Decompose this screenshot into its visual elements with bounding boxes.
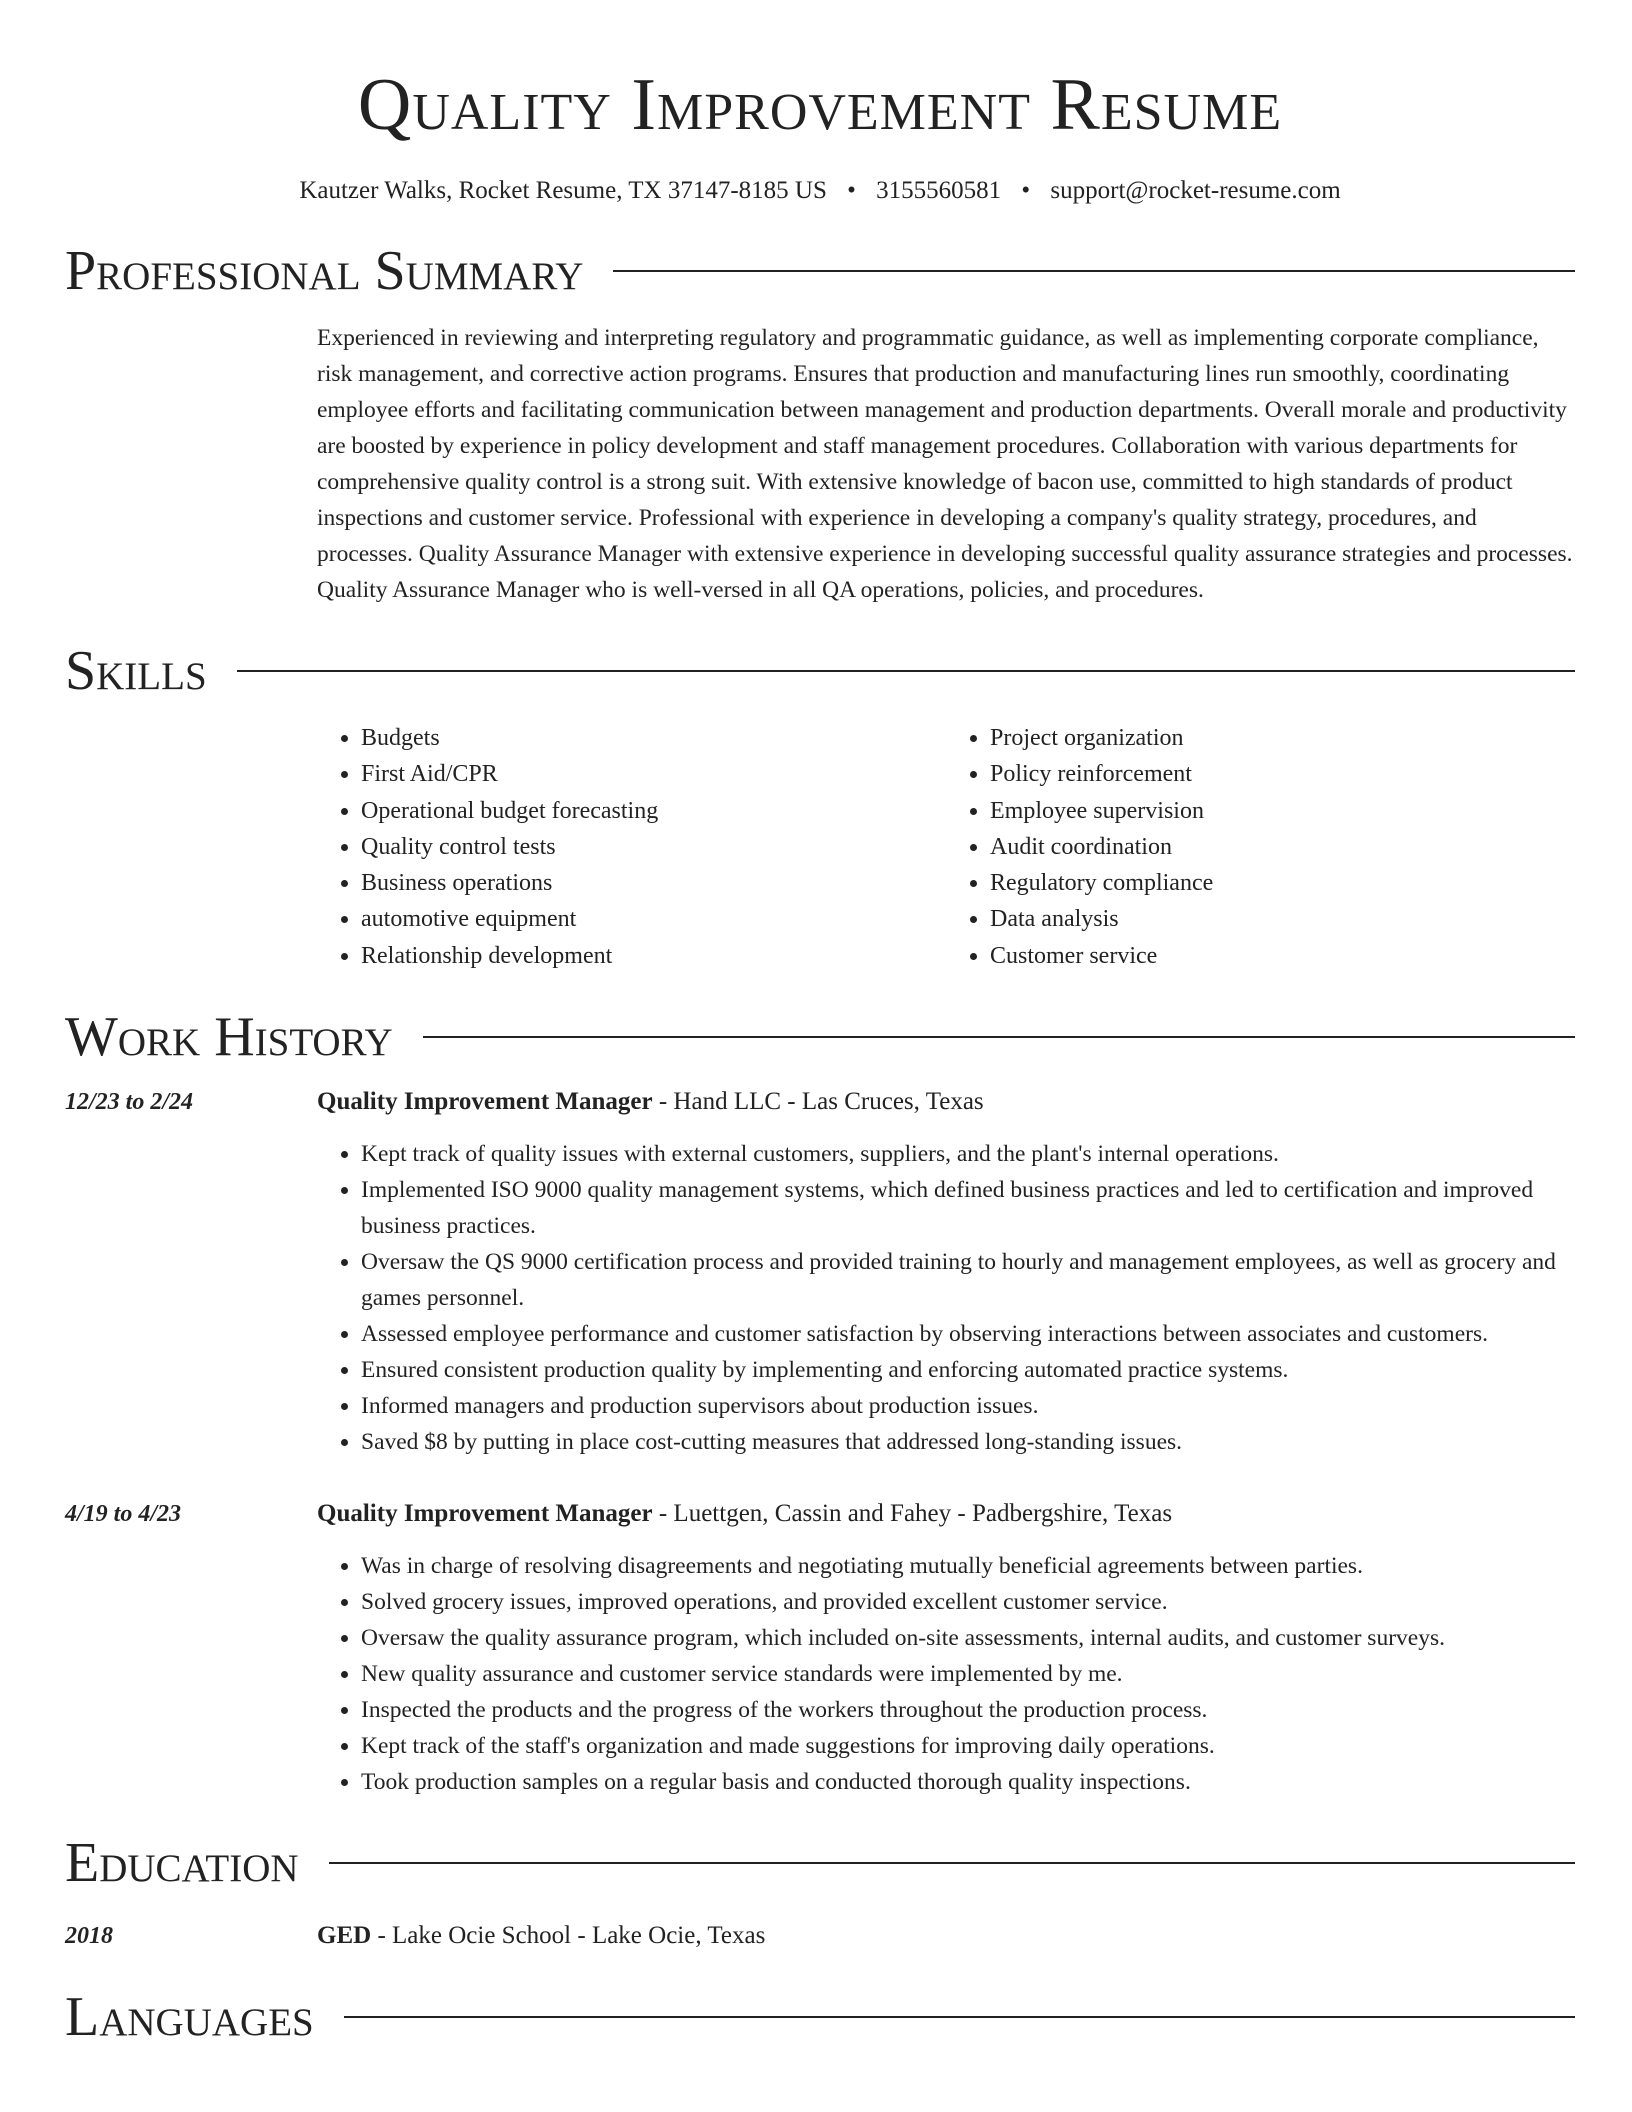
job-dates: 4/19 to 4/23 xyxy=(65,1501,182,1528)
contact-line xyxy=(65,174,1575,208)
education-school: - Lake Ocie School - Lake Ocie, Texas xyxy=(371,1922,766,1950)
job-role xyxy=(317,1084,1575,1120)
job-bullet: • Implemented ISO 9000 quality management systems, which defined business practices and led to certification and improved business practices. xyxy=(361,1172,1575,1244)
work-heading-row xyxy=(65,1002,1575,1072)
work-heading: Work History xyxy=(65,1006,393,1069)
skills-column-right xyxy=(946,720,1575,974)
job-dates: 12/23 to 2/24 xyxy=(65,1089,194,1116)
skill-item: • Quality control tests xyxy=(361,829,946,865)
job-bullet: • Informed managers and production supervisors about production issues. xyxy=(361,1388,1575,1424)
skill-item: • Customer service xyxy=(990,938,1575,974)
skills-column-left xyxy=(317,720,946,974)
resume-page xyxy=(65,60,1575,2052)
skill-item: • Regulatory compliance xyxy=(990,865,1575,901)
job-employer: - Hand LLC - Las Cruces, Texas xyxy=(652,1088,984,1116)
contact-phone: 3155560581 xyxy=(876,177,1002,204)
section-divider xyxy=(423,1036,1575,1038)
skill-item: • First Aid/CPR xyxy=(361,756,946,792)
skill-item: • Policy reinforcement xyxy=(990,756,1575,792)
summary-text: Experienced in reviewing and interpreting regulatory and programmatic guidance, as well as implementing corporate compliance, risk management, and corrective action programs. Ensures that production and manufacturing lines run smoothly, coordinating employee efforts and facilitating communication between management and production departments. Overall morale and productivity are boosted by experience in policy development and staff management procedures. Collaboration with various departments for comprehensive quality control is a strong suit. With extensive knowledge of bacon use, committed to high standards of product inspections and customer service. Professional with experience in developing a company's quality strategy, procedures, and processes. Quality Assurance Manager with extensive experience in developing successful quality assurance strategies and processes. Quality Assurance Manager who is well-versed in all QA operations, policies, and procedures. xyxy=(317,325,1573,603)
education-body xyxy=(317,1918,765,1954)
education-degree: GED xyxy=(317,1922,372,1950)
section-divider xyxy=(613,270,1575,272)
education-year: 2018 xyxy=(65,1923,113,1950)
skill-item: • Relationship development xyxy=(361,938,946,974)
section-divider xyxy=(329,1862,1575,1864)
skills-list xyxy=(317,720,1575,974)
job-role xyxy=(317,1496,1575,1532)
skill-item: • Audit coordination xyxy=(990,829,1575,865)
section-divider xyxy=(344,2016,1575,2018)
job-bullet: • Took production samples on a regular basis and conducted thorough quality inspections. xyxy=(361,1764,1575,1800)
job-bullets xyxy=(317,1548,1575,1800)
job-employer: - Luettgen, Cassin and Fahey - Padbergshire, Texas xyxy=(652,1500,1173,1528)
job-entry xyxy=(65,1496,1575,1800)
languages-heading-row xyxy=(65,1982,1575,2052)
education-entry xyxy=(65,1918,1575,1954)
skill-item: • Project organization xyxy=(990,720,1575,756)
job-title: Quality Improvement Manager xyxy=(317,1500,653,1528)
job-body xyxy=(317,1496,1575,1800)
job-body xyxy=(317,1084,1575,1460)
summary-heading-row xyxy=(65,236,1575,306)
job-bullet: • Oversaw the QS 9000 certification process and provided training to hourly and management employees, as well as grocery and games personnel. xyxy=(361,1244,1575,1316)
contact-address: Kautzer Walks, Rocket Resume, TX 37147-8185 US xyxy=(299,177,827,204)
job-bullet: • New quality assurance and customer service standards were implemented by me. xyxy=(361,1656,1575,1692)
job-bullet: • Solved grocery issues, improved operations, and provided excellent customer service. xyxy=(361,1584,1575,1620)
skill-item: • Budgets xyxy=(361,720,946,756)
skills-heading-row xyxy=(65,636,1575,706)
education-heading-row xyxy=(65,1828,1575,1898)
job-bullet: • Ensured consistent production quality by implementing and enforcing automated practice systems. xyxy=(361,1352,1575,1388)
skill-item: • Business operations xyxy=(361,865,946,901)
job-entry xyxy=(65,1084,1575,1460)
languages-heading: Languages xyxy=(65,1986,314,2049)
education-heading: Education xyxy=(65,1832,299,1895)
section-divider xyxy=(237,670,1575,672)
resume-title: Quality Improvement Resume xyxy=(357,64,1283,146)
job-bullet: • Assessed employee performance and customer satisfaction by observing interactions between associates and customers. xyxy=(361,1316,1575,1352)
contact-separator: • xyxy=(847,177,856,204)
contact-separator: • xyxy=(1021,177,1031,204)
contact-email: support@rocket-resume.com xyxy=(1050,177,1341,204)
job-bullet: • Saved $8 by putting in place cost-cutting measures that addressed long-standing issues. xyxy=(361,1424,1575,1460)
job-bullet: • Kept track of quality issues with external customers, suppliers, and the plant's internal operations. xyxy=(361,1136,1575,1172)
skill-item: • Data analysis xyxy=(990,901,1575,937)
summary-heading: Professional Summary xyxy=(65,240,584,302)
job-bullet: • Oversaw the quality assurance program, which included on-site assessments, internal audits, and customer surveys. xyxy=(361,1620,1575,1656)
skill-item: • automotive equipment xyxy=(361,901,946,937)
job-title: Quality Improvement Manager xyxy=(317,1088,653,1116)
job-bullet: • Inspected the products and the progress of the workers throughout the production process. xyxy=(361,1692,1575,1728)
job-bullets xyxy=(317,1136,1575,1460)
skills-heading: Skills xyxy=(65,640,207,702)
skill-item: • Employee supervision xyxy=(990,793,1575,829)
skill-item: • Operational budget forecasting xyxy=(361,793,946,829)
job-bullet: • Kept track of the staff's organization and made suggestions for improving daily operations. xyxy=(361,1728,1575,1764)
job-bullet: • Was in charge of resolving disagreements and negotiating mutually beneficial agreements between parties. xyxy=(361,1548,1575,1584)
